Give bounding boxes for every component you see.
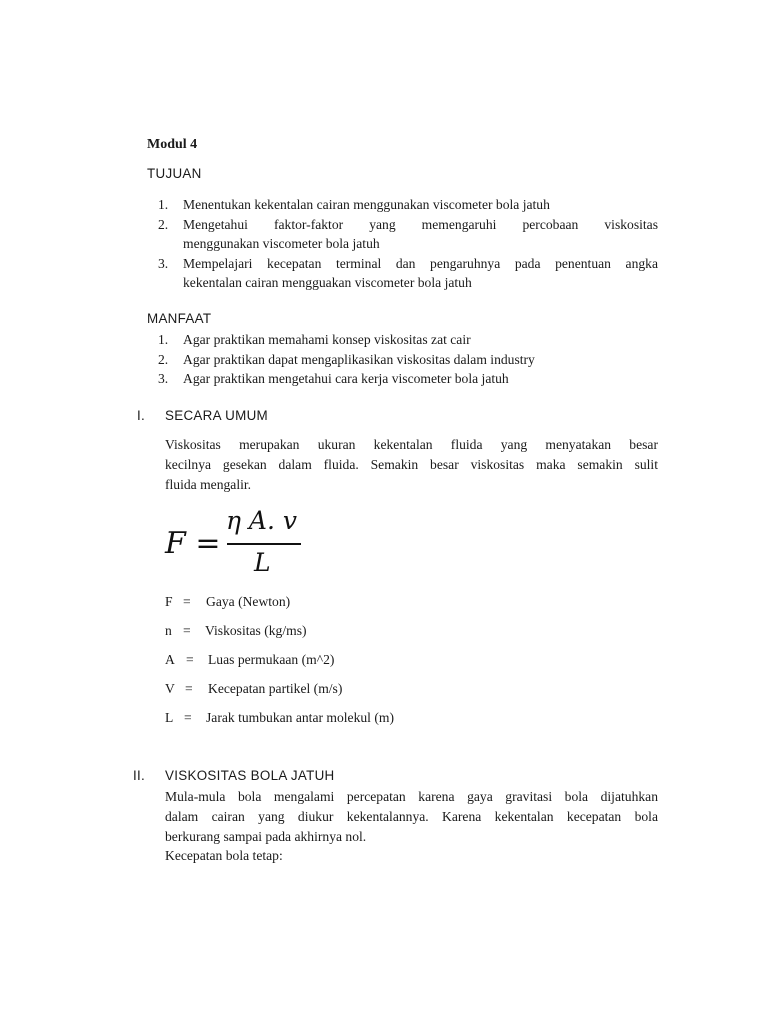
list-item: [147, 215, 658, 254]
list-item: [147, 254, 658, 293]
variable-description: Luas permukaan (m^2): [208, 652, 335, 667]
list-number: 3.: [158, 371, 169, 387]
fraction-bar: [227, 543, 301, 545]
variable-equals: =: [184, 710, 192, 725]
tujuan-list: [147, 195, 658, 293]
list-item: [147, 350, 658, 370]
section-2-heading: VISKOSITAS BOLA JATUH: [165, 768, 335, 783]
variable-equals: =: [183, 594, 191, 609]
variable-symbol: F: [165, 594, 173, 609]
section-1-numeral: I.: [137, 408, 146, 423]
paragraph-line: kecilnya gesekan dalam fluida. Semakin besar viskositas maka semakin sulit: [165, 456, 658, 472]
list-text: Menentukan kekentalan cairan menggunakan viscometer bola jatuh: [183, 197, 550, 212]
list-text: menggunakan viscometer bola jatuh: [183, 236, 380, 252]
list-number: 2.: [158, 351, 169, 367]
variable-description: Jarak tumbukan antar molekul (m): [206, 710, 394, 725]
list-number: 1.: [158, 197, 169, 212]
variable-equals: =: [185, 681, 193, 696]
list-number: 1.: [158, 332, 169, 347]
formula-denominator: L: [254, 548, 271, 577]
paragraph-line: dalam cairan yang diukur kekentalannya. Karena kekentalan kecepatan bola: [165, 808, 658, 824]
paragraph-line: Kecepatan bola tetap:: [165, 848, 283, 864]
list-text: Agar praktikan mengetahui cara kerja viscometer bola jatuh: [183, 371, 509, 387]
list-item: [147, 330, 658, 350]
variable-symbol: n: [165, 623, 172, 638]
manfaat-heading: MANFAAT: [147, 311, 212, 326]
variable-symbol: A: [165, 652, 175, 667]
variable-symbol: V: [165, 681, 175, 696]
section-1-heading: SECARA UMUM: [165, 408, 268, 423]
section-1-paragraph: [165, 435, 658, 494]
variable-equals: =: [186, 652, 194, 667]
section-2-numeral: II.: [133, 768, 146, 783]
list-item: [147, 195, 658, 215]
list-text: Agar praktikan memahami konsep viskositas zat cair: [183, 332, 471, 347]
variable-description: Kecepatan partikel (m/s): [208, 681, 343, 696]
list-text: Mengetahui faktor-faktor yang memengaruhi percobaan viskositas: [183, 216, 658, 232]
list-text: kekentalan cairan mengguakan viscometer bola jatuh: [183, 275, 472, 291]
paragraph-line: berkurang sampai pada akhirnya nol.: [165, 828, 367, 844]
variable-description: Viskositas (kg/ms): [205, 623, 307, 638]
variable-description: Gaya (Newton): [206, 594, 291, 609]
variable-equals: =: [183, 623, 191, 638]
list-text: Agar praktikan dapat mengaplikasikan viskositas dalam industry: [183, 351, 535, 367]
tujuan-heading: TUJUAN: [147, 166, 202, 181]
list-number: 2.: [158, 216, 169, 232]
list-text: Mempelajari kecepatan terminal dan pengaruhnya pada penentuan angka: [183, 255, 658, 271]
paragraph-line: Mula-mula bola mengalami percepatan karena gaya gravitasi bola dijatuhkan: [165, 789, 658, 804]
variable-symbol: L: [165, 710, 174, 725]
list-number: 3.: [158, 255, 169, 271]
list-item: [147, 369, 658, 389]
module-title: Modul 4: [147, 137, 198, 152]
paragraph-line: fluida mengalir.: [165, 476, 252, 492]
formula-numerator: η A. v: [226, 506, 297, 535]
viscosity-formula: [161, 500, 304, 584]
section-2-paragraph: [165, 787, 658, 866]
paragraph-line: Viskositas merupakan ukuran kekentalan fluida yang menyatakan besar: [165, 437, 658, 452]
formula-lhs: F =: [165, 526, 221, 561]
manfaat-list: [147, 330, 658, 389]
